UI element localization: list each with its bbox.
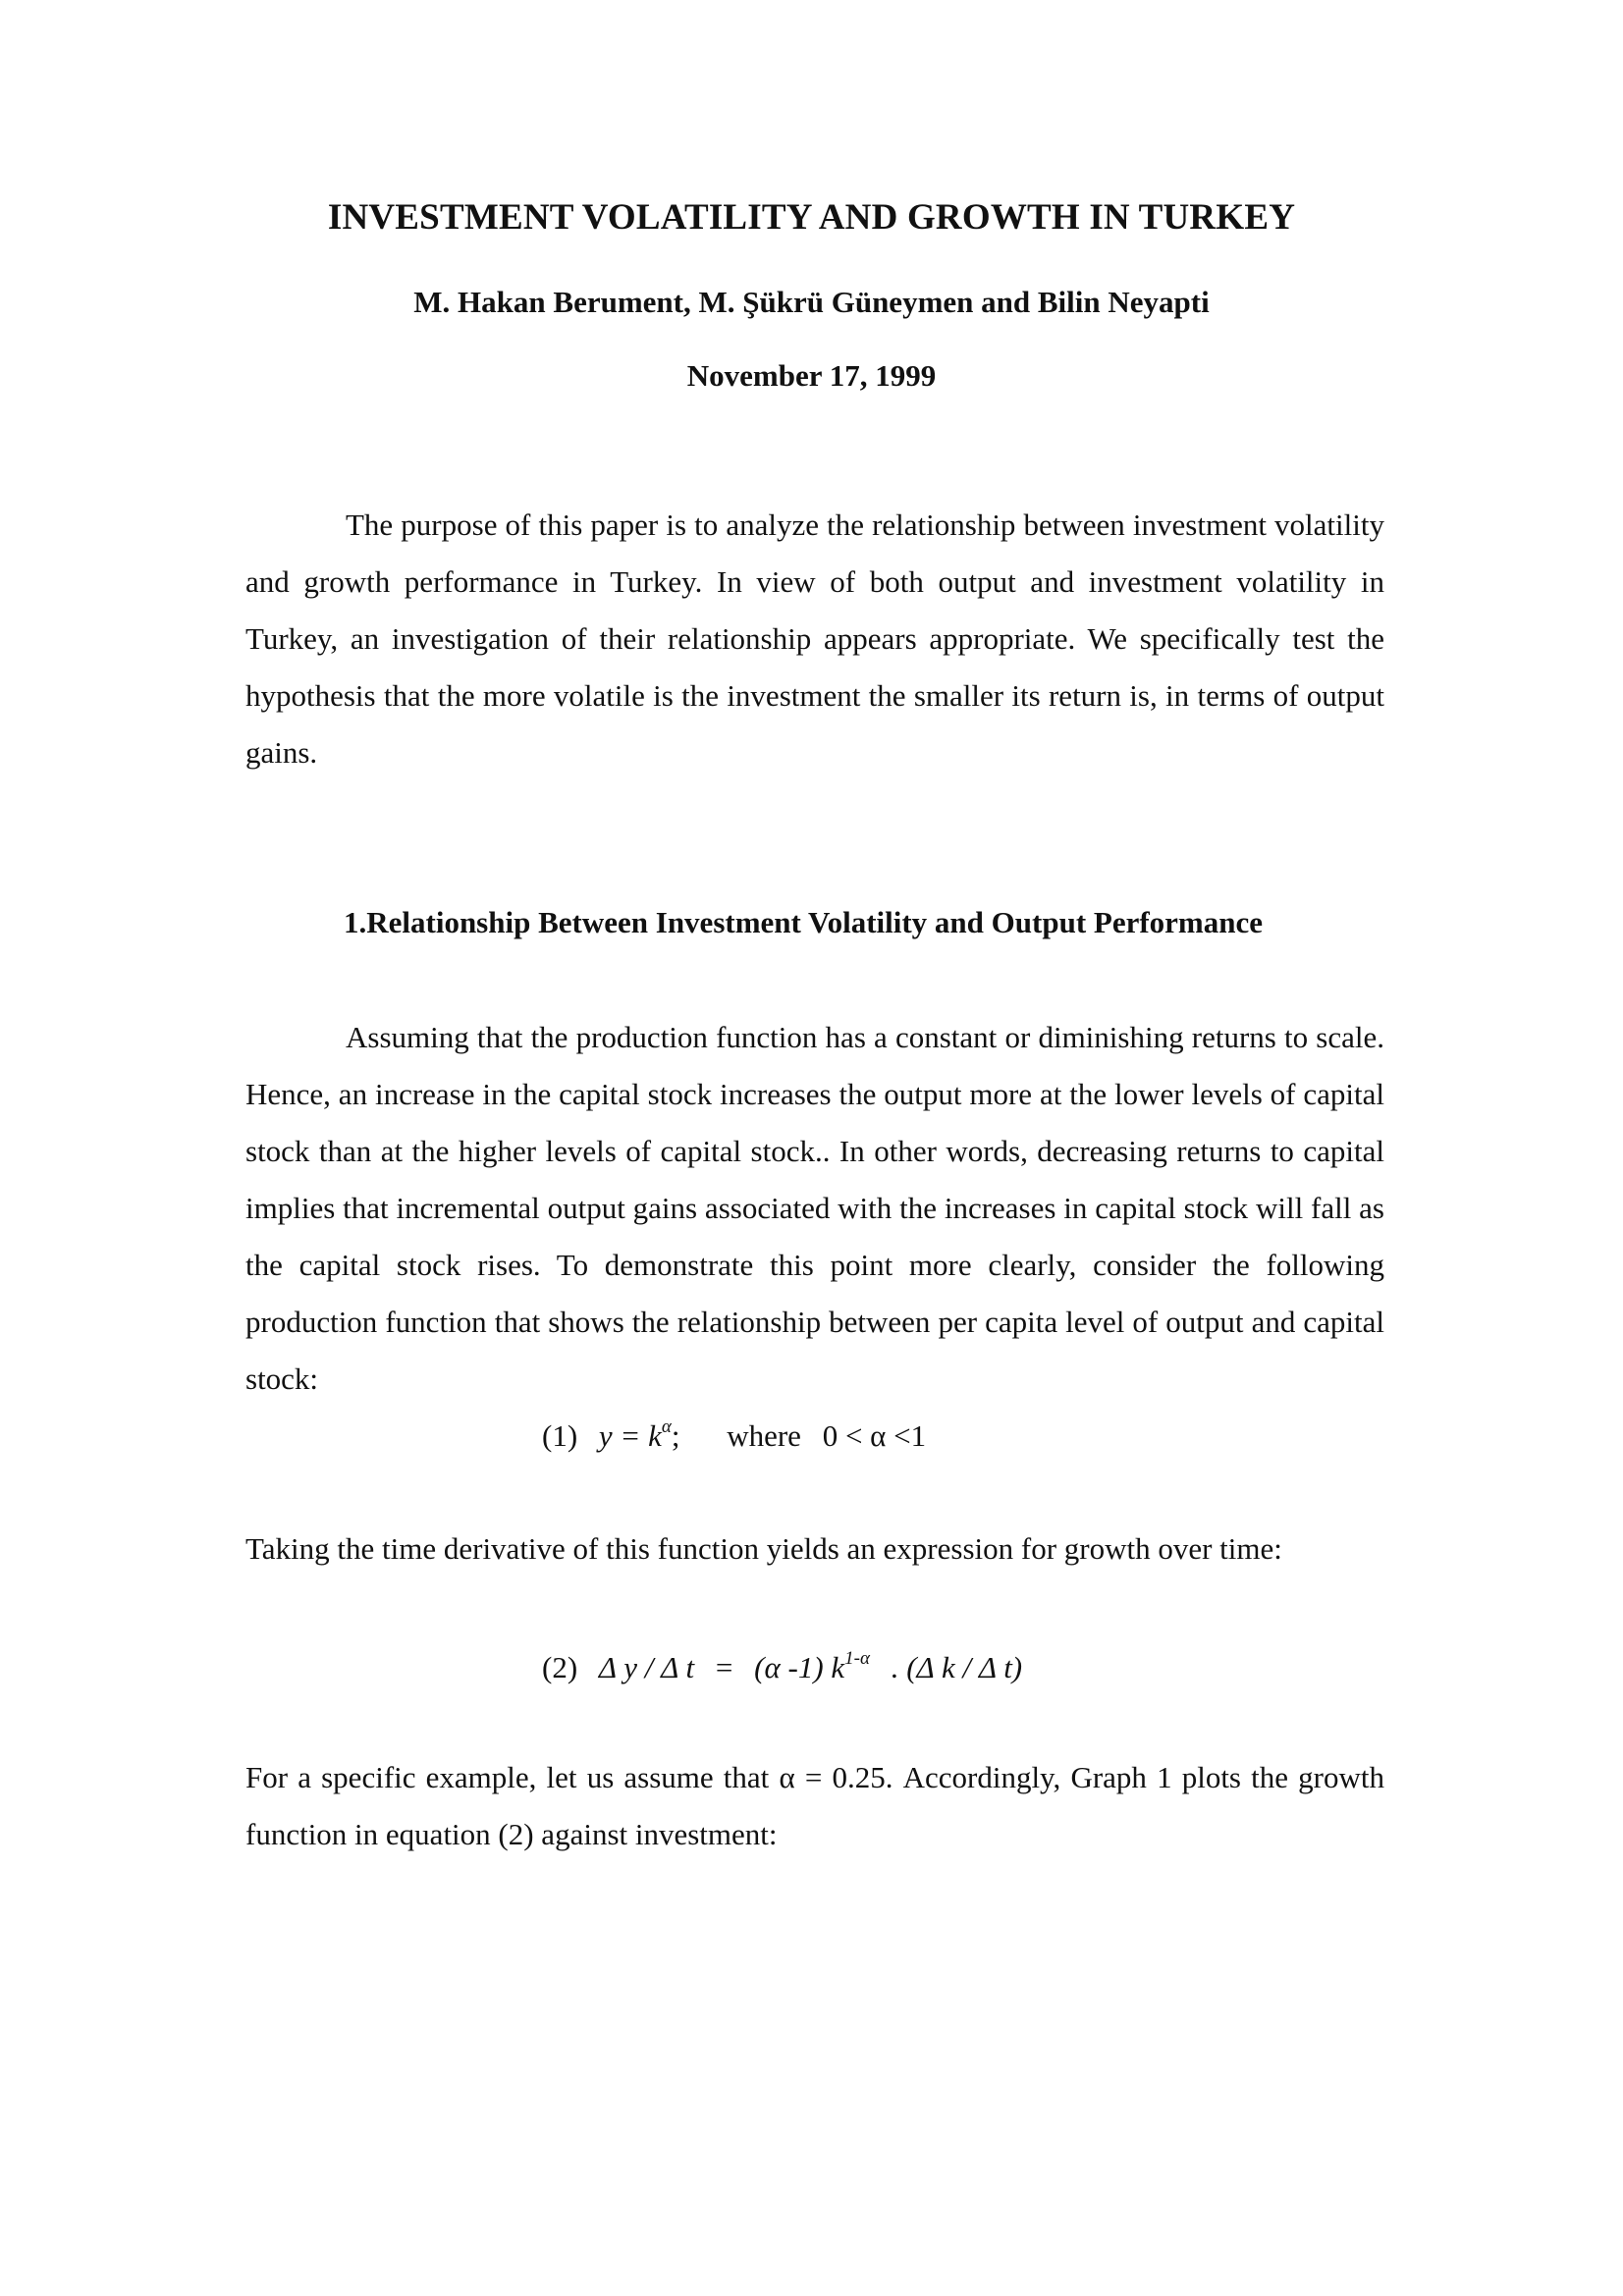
paper-title: INVESTMENT VOLATILITY AND GROWTH IN TURKEY: [327, 197, 1296, 238]
equation-2-rhs-a: (α -1) k: [754, 1650, 845, 1684]
equation-2: [542, 1650, 1022, 1685]
abstract-paragraph: The purpose of this paper is to analyze the relationship between investment volatility and growth performance in Turkey. In view of both output and investment volatility in Turkey, an investigation of their relationship appears appropriate. We specifically test the hypothesis that the more volatile is the investment the smaller its return is, in terms of output gains.: [245, 507, 1384, 770]
section-heading: 1.Relationship Between Investment Volatility and Output Performance: [344, 905, 1264, 939]
equation-2-equals: =: [715, 1650, 733, 1684]
equation-1: [542, 1418, 926, 1454]
example-paragraph: For a specific example, let us assume that α = 0.25. Accordingly, Graph 1 plots the growth function in equation (2) against investment:: [245, 1760, 1384, 1851]
equation-1-where: where: [727, 1418, 801, 1453]
derivative-paragraph: Taking the time derivative of this function yields an expression for growth over time:: [245, 1531, 1282, 1566]
equation-1-exponent: α: [661, 1416, 672, 1437]
equation-1-condition: 0 < α <1: [822, 1418, 927, 1453]
equation-2-number: (2): [542, 1650, 578, 1684]
equation-2-rhs-b: . (Δ k / Δ t): [891, 1650, 1023, 1684]
equation-2-exponent: 1-α: [844, 1648, 870, 1669]
section-paragraph: Assuming that the production function has a constant or diminishing returns to scale. Hence, an increase in the capital stock increases the output more at the lower levels of capital stock than at the higher levels of capital stock.. In other words, decreasing returns to capital implies that incremental output gains associated with the increases in capital stock will fall as the capital stock rises. To demonstrate this point more clearly, consider the following production function that shows the relationship between per capita level of output and capital stock:: [245, 1020, 1384, 1396]
equation-1-separator: ;: [671, 1418, 680, 1453]
paper-date: November 17, 1999: [686, 358, 937, 393]
equation-2-lhs: Δ y / Δ t: [598, 1650, 695, 1684]
equation-1-lhs: y = k: [598, 1418, 662, 1453]
equation-1-number: (1): [542, 1418, 578, 1453]
paper-authors: M. Hakan Berument, M. Şükrü Güneymen and Bilin Neyapti: [413, 285, 1210, 319]
